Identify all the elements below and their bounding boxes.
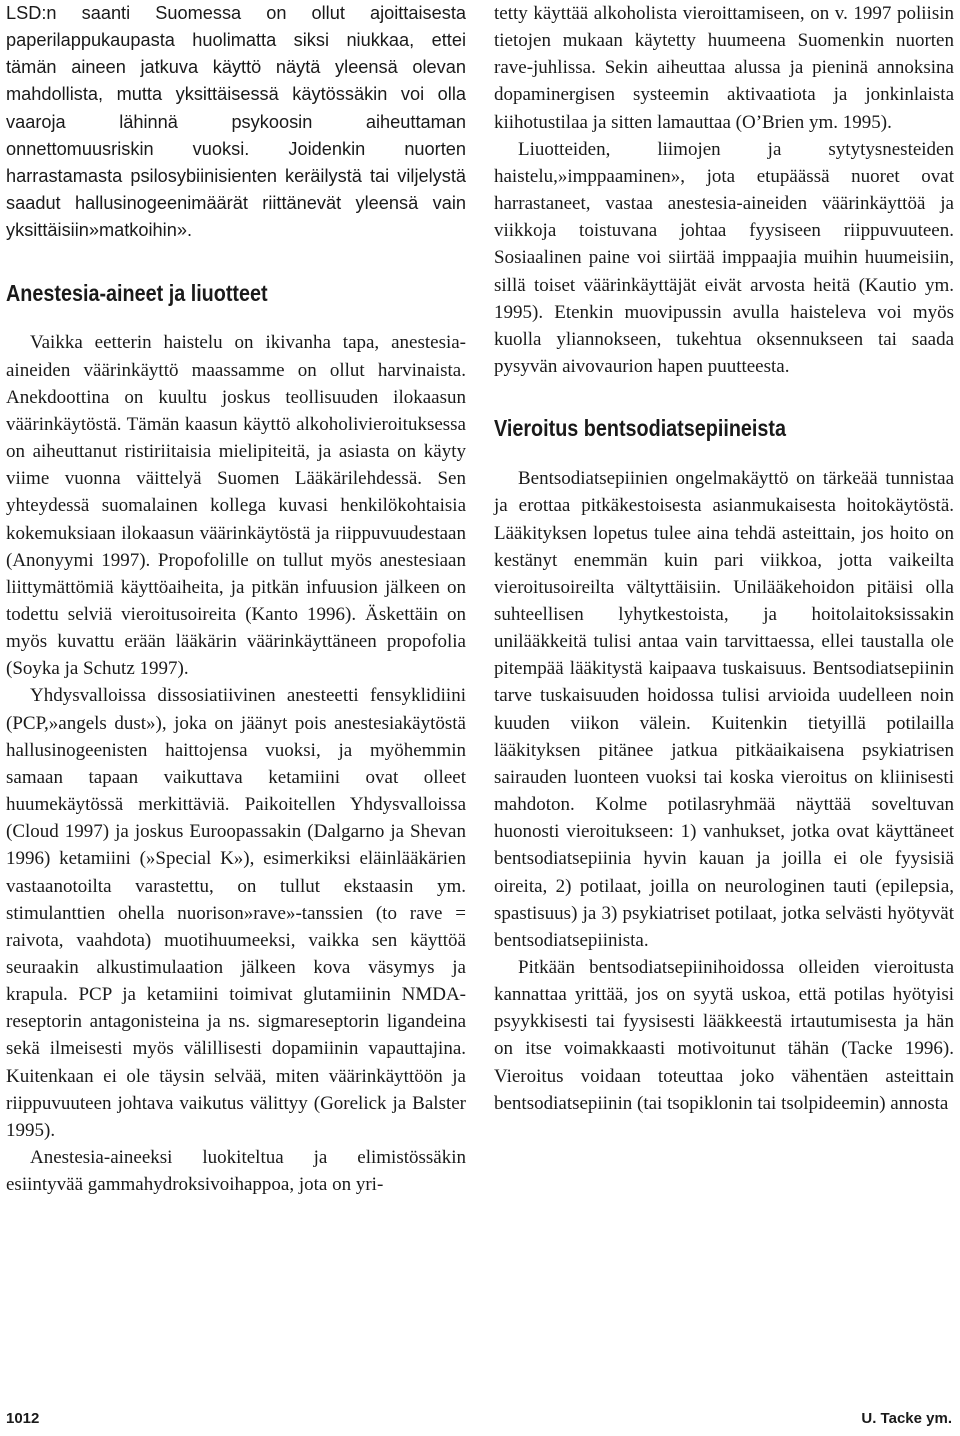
section-heading-anesthetics: Anestesia-aineet ja liuotteet [6, 280, 268, 307]
body-paragraph: Bentsodiatsepiinien ongelmakäyttö on tärkeää tunnistaa ja erottaa pitkäkestoisesta asianmukaisesta hoitokäytöstä. Lääkityksen lopetus tulee aina tehdä asteittain, jos hoito on kestänyt enemmän kuin pari viikkoa, jotta vaikeilta vieroitusoireilta vältyttäisiin. Unilääkehoidon pitäisi olla suhteellisen lyhytkestoista, ja hoitolaitoksissakin unilääkkeitä tulisi antaa vain tarvittaessa, ellei taustalla ole pitempää lääkitystä kaipaava tuskaisuus. Bentsodiatsepiinin tarve tuskaisuuden hoidossa tulisi arvioida uudelleen noin kuuden viikon välein. Kuitenkin tietyillä potilailla lääkityksen pitänee jatkua pitkäaikaisena psykiatrisen sairauden luonteen vuoksi tai koska vieroitus on kliinisesti mahdoton. Kolme potilasryhmää näyttää soveltuvan huonosti vieroitukseen: 1) vanhukset, jotka ovat käyttäneet bentsodiatsepiinia hyvin kauan ja joilla ei ole fyysisiä oireita, 2) potilaat, joilla on neurologinen tauti (epilepsia, spastisuus) ja 3) psykiatriset potilaat, jotka selvästi hyötyvät bentsodiatsepiinista. [494, 468, 954, 951]
right-column [494, 0, 954, 1117]
body-paragraph: Pitkään bentsodiatsepiinihoidossa olleiden vieroitusta kannattaa yrittää, jos on syytä uskoa, että potilas hyötyisi psyykkisesti tai fyysisesti lääkkeestä irtautumisesta ja hän on itse voimakkaasti motivoitunut tähän (Tacke 1996). Vieroitus voidaan toteuttaa joko vähentäen asteittain bentsodiatsepiinin (tai tsopiklonin tai tsolpideemin) annosta [494, 957, 954, 1114]
body-paragraph: Liuotteiden, liimojen ja sytytysnesteiden haistelu,»imppaaminen», jota etupäässä nuoret ovat harrastaneet, vastaa anestesia-aineiden väärinkäyttöä ja viikkoja toistuvana johtaa fyysiseen riippuvuuteen. Sosiaalinen paine voi siirtää imppaajia muihin huumeisiin, sillä toiset väärinkäyttäjät eivät arvosta heitä (Kautio ym. 1995). Etenkin muovipussin avulla haisteleva voi myös kuolla yliannokseen, tukehtua oksennukseen tai saada pysyvän aivovaurion hapen puutteesta. [494, 138, 954, 378]
body-paragraph: Anestesia-aineeksi luokiteltua ja elimistössäkin esiintyvää gammahydroksivoihappoa, jota on yri- [6, 1147, 466, 1196]
body-paragraph: Yhdysvalloissa dissosiatiivinen anesteetti fensyklidiini (PCP,»angels dust»), joka on jäänyt pois anestesiakäytöstä hallusinogeenisten haittojensa vuoksi, ja myöhemmin samaan tapaan vaikuttava ketamiini ovat olleet huumekäytössä merkittäviä. Paikoitellen Yhdysvalloissa (Cloud 1997) ja joskus Euroopassakin (Dalgarno ja Shevan 1996) ketamiini (»Special K»), esimerkiksi eläinlääkärien vastaanotoilta varastettu, on tullut ekstaasin ym. stimulanttien ohella nuorison»rave»-tanssien (to rave = raivota, vaahdota) muotihuumeeksi, vaikka sen käyttöä seuraakin alkustimulaation jälkeen kova väsymys ja krapula. PCP ja ketamiini toimivat glutamiinin NMDA-reseptorin antagonisteina ja ns. sigmareseptorin ligandeina sekä ilmeisesti myös välillisesti dopamiinin vapauttajina. Kuitenkaan ei ole täysin selvää, miten väärinkäyttöön ja riippuvuuteen johtava vaikutus välittyy (Gorelick ja Balster 1995). [6, 685, 466, 1141]
lead-paragraph: LSD:n saanti Suomessa on ollut ajoittaisesta paperilappukaupasta huolimatta siksi niukkaa, ettei tämän aineen jatkuva käyttö näytä yleensä olevan mahdollista, mutta yksittäisessä käytössäkin voi olla vaaroja lähinnä psykoosin aiheuttaman onnettomuusriskin vuoksi. Joidenkin nuorten harrastamasta psilosybiinisienten keräilystä tai viljelystä saadut hallusinogeenimäärät riittänevät yleensä vain yksittäisiin»matkoihin». [6, 3, 466, 241]
page-number: 1012 [6, 1410, 40, 1427]
body-paragraph-continued: tetty käyttää alkoholista vieroittamiseen, on v. 1997 poliisin tietojen mukaan käytetty huumeena Suomenkin nuorten rave-juhlissa. Sekin aiheuttaa alussa ja pieninä annoksina dopaminergisen systeemin aktivaatiota ja jonkinlaista kiihotustilaa ja sitten lamauttaa (O’Brien ym. 1995). [494, 3, 954, 133]
left-column [6, 0, 466, 1198]
section-heading-benzodiazepine-withdrawal: Vieroitus bentsodiatsepiineista [494, 415, 787, 442]
running-author: U. Tacke ym. [861, 1410, 952, 1427]
body-paragraph: Vaikka eetterin haistelu on ikivanha tapa, anestesia-aineiden väärinkäyttö maassamme on ollut harvinaista. Anekdoottina on kuultu joskus teollisuuden ilokaasun väärinkäytöstä. Tämän kaasun käyttö alkoholivieroituksessa on aiheuttanut ristiriitaisia mielipiteitä, ja asiasta on käyty viime vuonna väittelyä Suomen Lääkärilehdessä. Sen yhteydessä suomalainen kollega kuvasi henkilökohtaisia kokemuksiaan ilokaasun väärinkäytöstä ja riippuvuudestaan (Anonyymi 1997). Propofolille on tullut myös anestesiaan liittymättömiä käyttöaiheita, ja pitkän infuusion jälkeen on todettu selviä vieroitusoireita (Kanto 1996). Äskettäin on myös kuvattu erään lääkärin väärinkäyttäneen propofolia (Soyka ja Schutz 1997). [6, 332, 466, 680]
